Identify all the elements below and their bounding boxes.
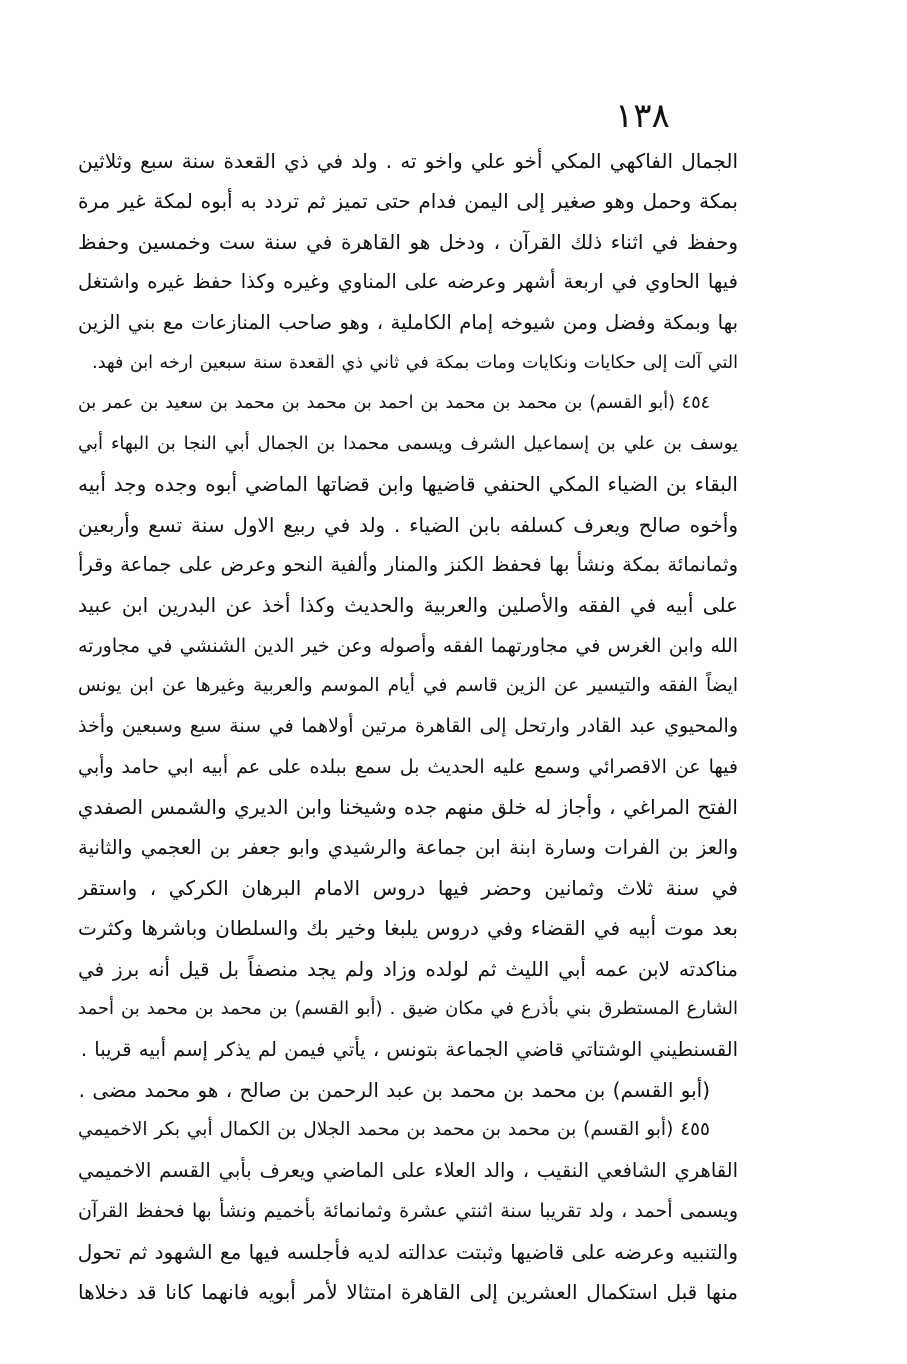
entry-heading-line: ٤٥٤ (أبو القسم) بن محمد بن محمد بن احمد بن محمد بن محمد بن سعيد بن عمر بن <box>78 393 710 414</box>
text-line: الفتح المراغي ، وأجاز له خلق منهم جده وشيخنا وابن الديري والشمس الصفدي <box>78 795 738 820</box>
text-line: الله وابن الغرس في مجاورتهما الفقه وأصوله وعن خير الدين الشنشي في مجاورته <box>78 634 738 657</box>
text-line: الشارع المستطرق بني بأذرع في مكان ضيق . (أبو القسم) بن محمد بن محمد بن أحمد <box>78 998 738 1020</box>
page-text-body <box>78 141 738 1312</box>
text-line: وثمانمائة بمكة ونشأ بها فحفظ الكنز والمنار وألفية النحو وعرض على جماعة وقرأ <box>78 552 738 576</box>
text-line: فيها الحاوي في اربعة أشهر وعرضه على المناوي وغيره وكذا حفظ غيره واشتغل <box>78 270 738 294</box>
text-line: مناكدته لابن عمه أبي الليث ثم لولده وزاد ولم يجد منصفاً بل قيل أنه برز في <box>78 956 738 981</box>
text-line: والتنبيه وعرضه على قاضيها وثبتت عدالته لديه فأجلسه فيها مع الشهود ثم تحول <box>78 1239 738 1264</box>
text-line: الجمال الفاكهي المكي أخو علي واخو ته . ولد في ذي القعدة سنة سبع وثلاثين <box>78 149 738 173</box>
text-line: والعز بن الفرات وسارة ابنة ابن جماعة والرشيدي وابو جعفر بن العجمي والثانية <box>78 835 738 859</box>
text-line: البقاء بن الضياء المكي الحنفي قاضيها وابن قضاتها الماضي أبوه وجده وجد أبيه <box>78 472 738 497</box>
text-line: القسنطيني الوشتاتي قاضي الجماعة بتونس ، يأتي فيمن لم يذكر إسم أبيه قريبا . <box>80 1037 738 1061</box>
text-line: في سنة ثلاث وثمانين وحضر فيها دروس الامام البرهان الكركي ، واستقر <box>78 876 738 901</box>
text-line: بمكة وحمل وهو صغير إلى اليمن فدام حتى تميز ثم تردد به أبوه لمكة غير مرة <box>78 189 738 214</box>
entry-heading-line: (أبو القسم) بن محمد بن محمد بن عبد الرحمن بن صالح ، هو محمد مضى . <box>78 1077 710 1102</box>
text-line: ايضاً الفقه والتيسير عن الزين قاسم في أيام الموسم والعربية وغيرها عن ابن يونس <box>78 675 738 697</box>
text-line: على أبيه في الفقه والأصلين والعربية والحديث وكذا أخذ عن البدرين ابن عبيد <box>78 593 738 618</box>
entry-heading-line: ٤٥٥ (أبو القسم) بن محمد بن محمد بن محمد الجلال بن الكمال أبي بكر الاخميمي <box>78 1119 710 1141</box>
text-line: وأخوه صالح ويعرف كسلفه بابن الضياء . ولد في ربيع الاول سنة تسع وأربعين <box>78 512 738 537</box>
text-line: التي آلت إلى حكايات ونكايات ومات بمكة في ثاني ذي القعدة سنة سبعين ارخه ابن فهد. <box>92 352 738 373</box>
text-line: بها وبمكة وفضل ومن شيوخه إمام الكاملية ، وهو صاحب المنازعات مع بني الزين <box>78 310 738 334</box>
text-line: وحفظ في اثناء ذلك القرآن ، ودخل هو القاهرة في سنة ست وخمسين وحفظ <box>78 229 738 254</box>
text-line: منها قبل استكمال العشرين إلى القاهرة امتثالا لأمر أبويه فانهما كانا قد دخلاها <box>78 1279 738 1304</box>
text-line: فيها عن الاقصرائي وسمع عليه الحديث بل سمع ببلده على عم أبيه ابي حامد وأبي <box>78 755 738 778</box>
page-number: ١٣٨ <box>615 96 670 136</box>
text-line: القاهري الشافعي النقيب ، والد العلاء على الماضي ويعرف بأبي القسم الاخميمي <box>78 1158 738 1182</box>
text-line: يوسف بن علي بن إسماعيل الشرف ويسمى محمدا بن الجمال أبي النجا بن البهاء أبي <box>78 432 738 454</box>
text-line: بعد موت أبيه في القضاء وفي دروس يلبغا وخير بك والسلطان وباشرها وكثرت <box>78 916 738 941</box>
text-line: والمحيوي عبد القادر وارتحل إلى القاهرة مرتين أولاهما في سنة سبع وسبعين وأخذ <box>78 715 738 738</box>
text-line: ويسمى أحمد ، ولد تقريبا سنة اثنتي عشرة وثمانمائة بأخميم ونشأ بها فحفظ القرآن <box>78 1200 738 1223</box>
